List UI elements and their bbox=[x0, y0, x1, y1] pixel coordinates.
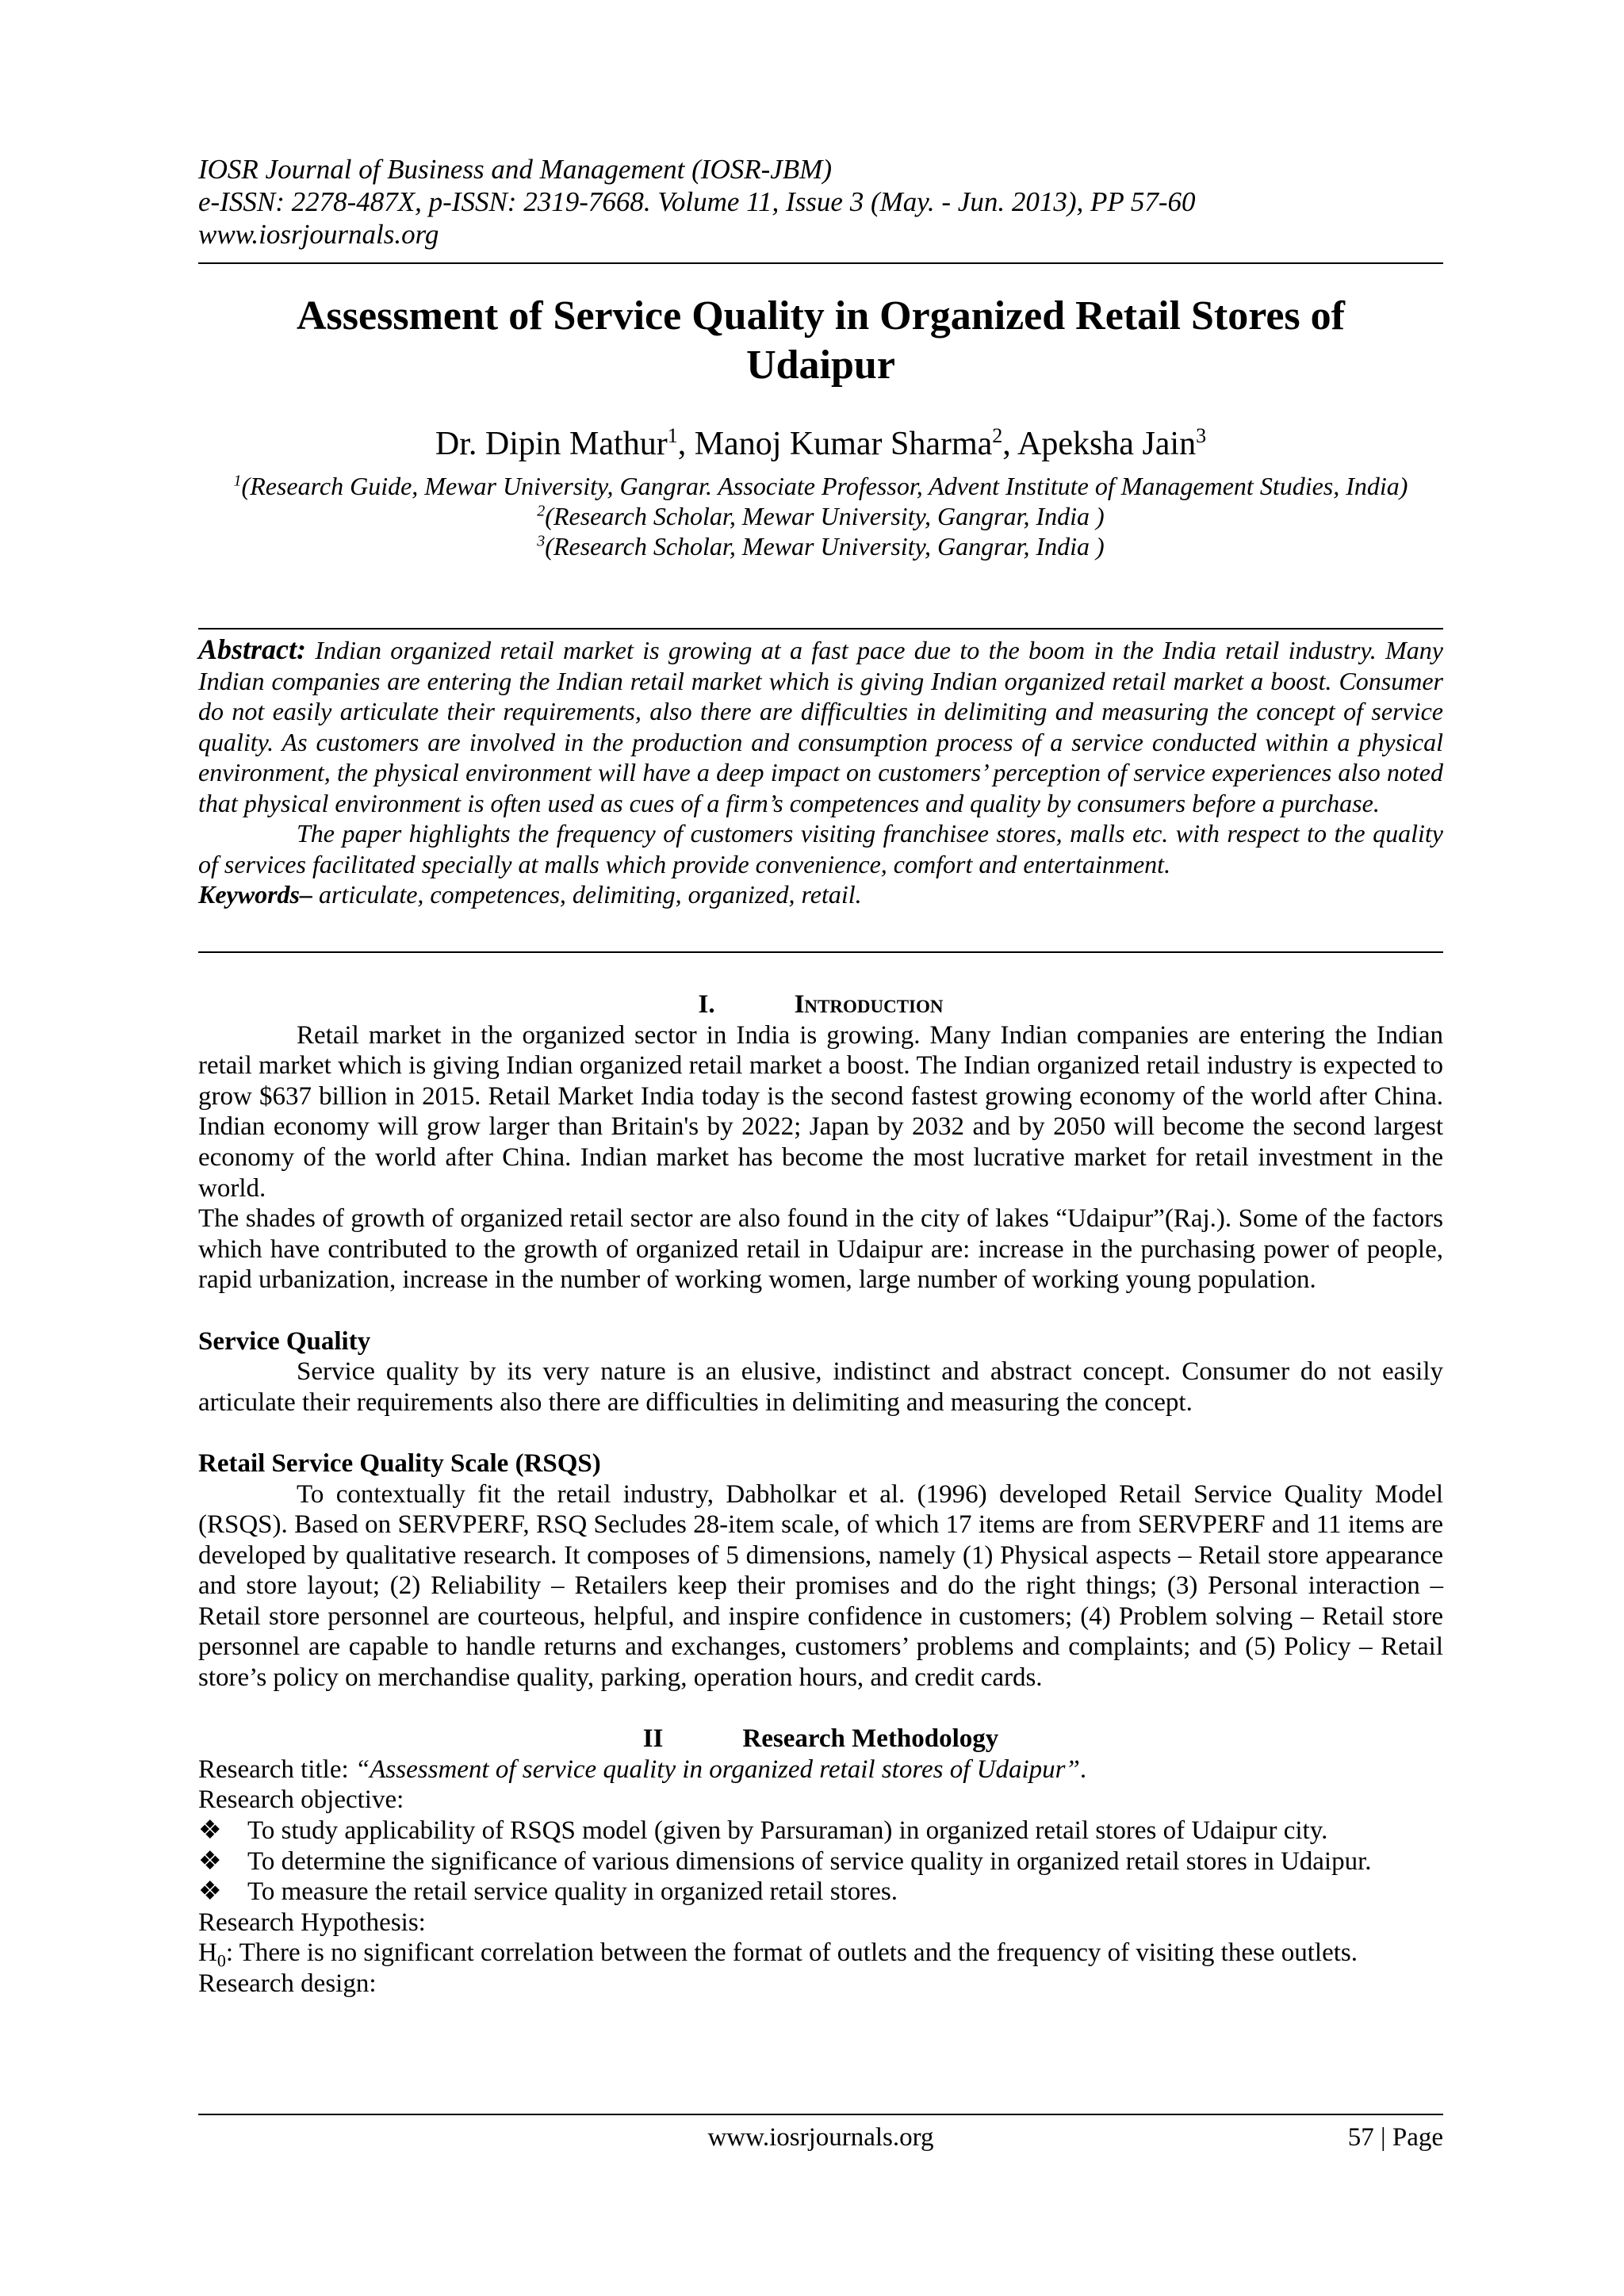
journal-website[interactable]: www.iosrjournals.org bbox=[198, 219, 439, 250]
keywords bbox=[198, 879, 1443, 910]
h0-subscript: 0 bbox=[216, 1951, 226, 1971]
section-2-number: II bbox=[642, 1724, 664, 1754]
abstract-paragraph-2: The paper highlights the frequency of customers visiting franchisee stores, malls etc. with respect to the quality of services facilitated specially at malls which provide convenience, comfort and entertainment. bbox=[198, 819, 1443, 878]
author-1: Dr. Dipin Mathur bbox=[435, 426, 668, 462]
author-sep: , bbox=[677, 426, 695, 462]
objective-item bbox=[198, 1846, 1443, 1877]
body-text bbox=[198, 989, 1443, 1999]
affiliation-2-sup: 2 bbox=[537, 502, 546, 520]
h0-text: : There is no significant correlation between the format of outlets and the frequency of visiting these outlets. bbox=[225, 1938, 1358, 1968]
author-1-sup: 1 bbox=[667, 424, 678, 447]
author-sep: , bbox=[1002, 426, 1017, 462]
section-2-title: Research Methodology bbox=[742, 1724, 999, 1754]
author-3: Apeksha Jain bbox=[1017, 426, 1197, 462]
research-objective-label: Research objective: bbox=[198, 1785, 404, 1815]
service-quality-heading: Service Quality bbox=[198, 1326, 371, 1356]
journal-header bbox=[198, 153, 1196, 251]
service-quality-paragraph: Service quality by its very nature is an elusive, indistinct and abstract concept. Consumer do not easily articulate their requirements also there are difficulties in delimiting and measuring the concept. bbox=[198, 1357, 1443, 1417]
title-line-2: Udaipur bbox=[746, 342, 895, 388]
author-2: Manoj Kumar Sharma bbox=[694, 426, 993, 462]
intro-paragraph-2: The shades of growth of organized retail sector are also found in the city of lakes “Udaipur”(Raj.). Some of the factors which have contributed to the growth of organized retail in Udaipur are: increase in the purchasing power of people, rapid urbanization, increase in the number of working women, large number of working young population. bbox=[198, 1204, 1443, 1295]
footer-url[interactable]: www.iosrjournals.org bbox=[707, 2123, 934, 2152]
paper-page bbox=[198, 0, 1443, 2296]
abstract-top-rule bbox=[198, 628, 1443, 629]
affiliation-1-text: (Research Guide, Mewar University, Gangrar. Associate Professor, Advent Institute of Management Studies, India) bbox=[241, 472, 1408, 500]
section-1-number: I. bbox=[698, 990, 715, 1019]
journal-name: IOSR Journal of Business and Management (IOSR-JBM) bbox=[198, 154, 832, 185]
section-1-heading bbox=[198, 989, 1443, 1020]
abstract-block bbox=[198, 634, 1443, 910]
diamond-bullet-icon: ❖ bbox=[198, 1816, 222, 1846]
affiliation-1-sup: 1 bbox=[233, 472, 242, 490]
affiliation-3-sup: 3 bbox=[537, 532, 546, 550]
objective-text: To measure the retail service quality in organized retail stores. bbox=[247, 1877, 898, 1907]
affiliation-2 bbox=[198, 501, 1443, 531]
research-title bbox=[198, 1755, 1443, 1785]
research-title-label: Research title: bbox=[198, 1755, 355, 1784]
rsqs-paragraph: To contextually fit the retail industry, Dabholkar et al. (1996) developed Retail Service Quality Model (RSQS). Based on SERVPERF, RSQ Secludes 28-item scale, of which 17 items are from SERVPERF and 11 items are developed by qualitative research. It composes of 5 dimensions, namely (1) Physical aspects – Retail store appearance and store layout; (2) Reliability – Retailers keep their promises and do the right things; (3) Personal interaction – Retail store personnel are courteous, helpful, and inspire confidence in customers; (4) Problem solving – Retail store personnel are capable to handle returns and exchanges, customers’ problems and complaints; and (5) Policy – Retail store’s policy on merchandise quality, parking, operation hours, and credit cards. bbox=[198, 1479, 1443, 1693]
affiliation-2-text: (Research Scholar, Mewar University, Gangrar, India ) bbox=[545, 502, 1105, 530]
author-list bbox=[198, 424, 1443, 464]
keywords-text: articulate, competences, delimiting, organized, retail. bbox=[312, 880, 862, 909]
section-1-title: Introduction bbox=[794, 990, 944, 1019]
rsqs-heading: Retail Service Quality Scale (RSQS) bbox=[198, 1448, 601, 1478]
abstract-text-1: Indian organized retail market is growing at a fast pace due to the boom in the India retail industry. Many Indian companies are entering the Indian retail market which is giving Indian organized retail market a boost. Consumer do not easily articulate their requirements, also there are difficulties in delimiting and measuring the concept of service quality. As customers are involved in the production and consumption process of a service conducted within a physical environment, the physical environment will have a deep impact on customers’ perception of service experiences also noted that physical environment is often used as cues of a firm’s competences and quality by consumers before a purchase. bbox=[198, 636, 1444, 817]
affiliation-1 bbox=[198, 471, 1443, 501]
author-2-sup: 2 bbox=[992, 424, 1003, 447]
footer-rule bbox=[198, 2114, 1443, 2115]
affiliations bbox=[198, 471, 1443, 561]
intro-paragraph-1: Retail market in the organized sector in India is growing. Many Indian companies are entering the Indian retail market which is giving Indian organized retail market a boost. The Indian organized retail industry is expected to grow $637 billion in 2015. Retail Market India today is the second fastest growing economy of the world after China. Indian economy will grow larger than Britain's by 2022; Japan by 2032 and by 2050 will become the second largest economy of the world after China. Indian market has become the most lucrative market for retail investment in the world. bbox=[198, 1020, 1443, 1203]
abstract-paragraph-1 bbox=[198, 634, 1443, 818]
objective-item bbox=[198, 1816, 1443, 1846]
objective-text: To study applicability of RSQS model (given by Parsuraman) in organized retail stores of Udaipur city. bbox=[247, 1816, 1328, 1846]
research-title-end: . bbox=[1079, 1755, 1087, 1784]
research-title-value: “Assessment of service quality in organized retail stores of Udaipur” bbox=[354, 1755, 1080, 1784]
diamond-bullet-icon: ❖ bbox=[198, 1877, 222, 1907]
title-line-1: Assessment of Service Quality in Organized Retail Stores of bbox=[297, 293, 1345, 339]
research-design-label: Research design: bbox=[198, 1969, 377, 1998]
affiliation-3 bbox=[198, 531, 1443, 561]
h0-letter: H bbox=[198, 1938, 217, 1968]
hypothesis-h0 bbox=[198, 1938, 1443, 1969]
diamond-bullet-icon: ❖ bbox=[198, 1846, 222, 1876]
issn-line: e-ISSN: 2278-487X, p-ISSN: 2319-7668. Volume 11, Issue 3 (May. - Jun. 2013), PP 57-60 bbox=[198, 186, 1196, 217]
objective-text: To determine the significance of various dimensions of service quality in organized retail stores in Udaipur. bbox=[247, 1846, 1372, 1876]
abstract-bottom-rule bbox=[198, 951, 1443, 953]
research-hypothesis-label: Research Hypothesis: bbox=[198, 1908, 426, 1937]
objective-item bbox=[198, 1877, 1443, 1908]
section-2-heading bbox=[198, 1724, 1443, 1755]
paper-title bbox=[198, 292, 1443, 390]
keywords-label: Keywords– bbox=[198, 880, 312, 909]
author-3-sup: 3 bbox=[1196, 424, 1207, 447]
abstract-label: Abstract: bbox=[198, 633, 307, 665]
page-number: 57 | Page bbox=[1347, 2123, 1443, 2152]
affiliation-3-text: (Research Scholar, Mewar University, Gangrar, India ) bbox=[545, 532, 1105, 561]
header-rule bbox=[198, 262, 1443, 264]
